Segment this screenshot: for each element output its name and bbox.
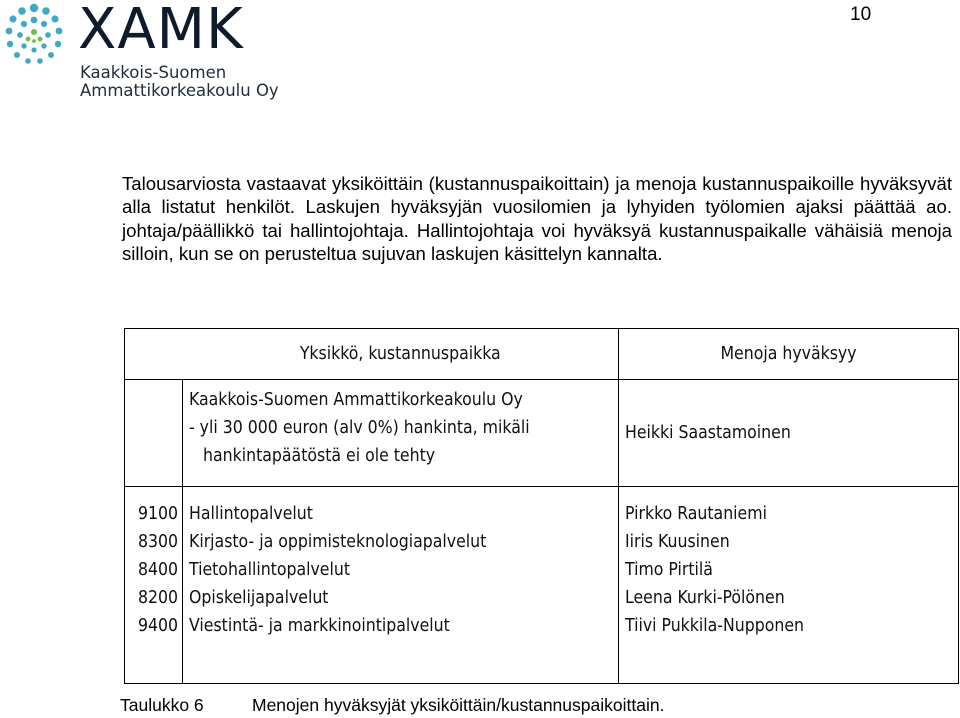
cost-center-unit: Opiskelijapalvelut	[189, 588, 329, 608]
org-unit-cell	[183, 380, 619, 487]
table-header-approver	[619, 329, 959, 380]
cost-center-approver: Leena Kurki-Pölönen	[625, 588, 785, 608]
table-header-code	[125, 329, 183, 380]
org-approver: Heikki Saastamoinen	[625, 423, 791, 443]
org-rule-line-2: hankintapäätöstä ei ole tehty	[203, 446, 436, 466]
xamk-logo	[0, 0, 279, 104]
org-approver-cell	[619, 380, 959, 487]
table-row-cost-centers	[125, 487, 959, 684]
caption-text: Menojen hyväksyjät yksiköittäin/kustannuspaikoittain.	[252, 695, 665, 715]
table-row-organization	[125, 380, 959, 487]
cost-center-code: 8200	[137, 588, 178, 608]
table-header-row	[125, 329, 959, 380]
cost-center-code: 9400	[137, 616, 178, 636]
table-caption	[120, 694, 664, 716]
cost-center-units	[183, 487, 619, 684]
cost-center-code: 9100	[137, 504, 178, 524]
cost-center-approver: Iiris Kuusinen	[625, 532, 730, 552]
approvers-table	[124, 328, 959, 684]
cost-center-approver: Timo Pirtilä	[625, 560, 713, 580]
cost-center-codes	[125, 487, 183, 684]
logo-subtitle-line-2: Ammattikorkeakoulu Oy	[80, 81, 279, 100]
caption-label: Taulukko 6	[120, 695, 204, 715]
cost-center-approver: Tiivi Pukkila-Nupponen	[625, 616, 805, 636]
org-code-cell	[125, 380, 183, 487]
cost-center-unit: Hallintopalvelut	[189, 504, 313, 524]
cost-center-unit: Viestintä- ja markkinointipalvelut	[189, 616, 450, 636]
cost-center-approver: Pirkko Rautaniemi	[625, 504, 767, 524]
xamk-dot-emblem-icon	[0, 2, 68, 70]
org-rule-line-1: - yli 30 000 euron (alv 0%) hankinta, mikäli	[189, 418, 530, 438]
logo-subtitle-line-1: Kaakkois-Suomen	[80, 63, 227, 82]
logo-wordmark: XAMK	[78, 0, 244, 62]
table-header-approver-label: Menoja hyväksyy	[720, 344, 857, 364]
table-header-unit-label: Yksikkö, kustannuspaikka	[299, 344, 501, 364]
cost-center-code: 8400	[137, 560, 178, 580]
cost-center-approvers	[619, 487, 959, 684]
body-paragraph: Talousarviosta vastaavat yksiköittäin (kustannuspaikoittain) ja menoja kustannuspaikoille hyväksyvät alla listatut henkilöt. Laskujen hyväksyjän vuosilomien ja lyhyiden työlomien ajaksi päättää ao. johtaja/päällikkö tai hallintojohtaja. Hallintojohtaja voi hyväksyä kustannuspaikalle vähäisiä menoja silloin, kun se on perusteltua sujuvan laskujen käsittelyn kannalta.	[122, 173, 952, 264]
org-name: Kaakkois-Suomen Ammattikorkeakoulu Oy	[189, 390, 523, 410]
cost-center-unit: Kirjasto- ja oppimisteknologiapalvelut	[189, 532, 487, 552]
logo-subtitle	[80, 64, 279, 100]
cost-center-code: 8300	[137, 532, 178, 552]
page-number: 10	[850, 4, 872, 25]
cost-center-unit: Tietohallintopalvelut	[189, 560, 351, 580]
table-header-unit	[183, 329, 619, 380]
